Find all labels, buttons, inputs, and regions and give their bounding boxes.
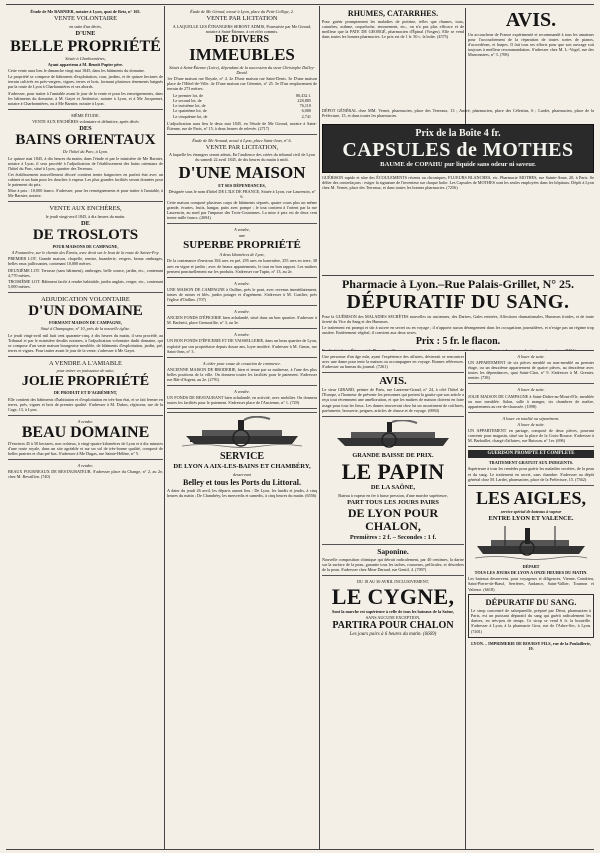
- ad-location: Situés à Saint-Étienne (Loire), dépendant de la succession du sieur Christophe Dalley-David.: [169, 64, 315, 75]
- divider: [167, 277, 317, 278]
- heading: A vendre.: [77, 463, 94, 469]
- pharmacie-line: Pharmacie à Lyon.–Rue Palais-Grillet, N° 25.: [341, 277, 575, 291]
- steamboat-illustration: [475, 524, 587, 562]
- divider: [167, 134, 317, 135]
- divider: [167, 408, 317, 413]
- divider: [322, 544, 464, 545]
- ad-body: UN APPARTEMENT en partage, composé de deux pièces, pouvant convenir pour magasin, situé sur la place de la Croix-Rousse. S'adresser à M. Barbaillet, chargé d'affaires, rue Buisson, n° 1er. (696): [468, 428, 594, 444]
- ad-body: Elle contient des bâtiments d'habitation et d'exploitation en très-bon état, et se fait fermer en terres, prés, vignes et bois de premier qualité. S'adresser à M. Dubos, régisseur, rue de la Cage, 13, à Lyon.: [8, 396, 163, 412]
- route-heading: PART TOUS LES JOURS PAIRS: [347, 498, 439, 506]
- ad-title: BEAU DOMAINE: [21, 423, 150, 441]
- divider: [8, 356, 163, 357]
- ad-subtitle: FORMANT MAISON DE CAMPAGNE,: [48, 320, 123, 326]
- imprint: LYON. – IMPRIMERIE DE BOURSY FILS, rue de la Poulaillerie, 19.: [471, 640, 591, 651]
- route: DE LYON POUR CHALON,: [347, 506, 439, 534]
- service-sub: desservant: [233, 471, 251, 477]
- heading: VENTE PAR LICITATION,: [205, 143, 279, 151]
- capsules-title: CAPSULES de MOTHES: [342, 139, 574, 161]
- heading: VENTE AUX ENCHÈRES,: [49, 205, 122, 213]
- ad-title: BAINS ORIENTAUX: [15, 132, 156, 149]
- divider: [468, 446, 594, 447]
- notice: Étude de Me Arnaud, avoué à Lyon, place Saint-Jean, n° 6.: [192, 137, 292, 143]
- ad-body: Bateau à vapeur en fer à basse pression, d'une marche supérieure,: [338, 492, 448, 498]
- depuratif-box: [468, 594, 594, 638]
- divider: [167, 223, 317, 224]
- route: ENTRE LYON ET VALENCE.: [488, 514, 574, 522]
- column-3-top: [322, 8, 464, 105]
- ad-title: LES AIGLES,: [475, 487, 587, 508]
- ad-body: ANCIENNE MAISON DE BRODERIE, bien et tenue par sa maîtresse, à l'une des plus belles positions de la ville. On donnera toutes les facilités pour le paiement. S'adresser rue Bât-d'Argent, au 2e. (2791): [167, 366, 317, 383]
- column-rule: [164, 6, 165, 849]
- ad-title: RHUMES, CATARRHES.: [347, 9, 439, 18]
- heading: A vendre.: [234, 389, 250, 395]
- guerison-head: GUÉRISON PROMPTE ET COMPLÈTE: [487, 451, 575, 457]
- subheading: pour entrer en jouissance de suite,: [56, 368, 115, 374]
- title-prefix: DES: [79, 125, 92, 133]
- guerison-sub: TRAITEMENT GRATUIT AUX INDIGENTS.: [488, 460, 574, 466]
- column-2: [167, 8, 317, 847]
- divider: [8, 201, 163, 202]
- divider: [322, 575, 464, 576]
- divider: [468, 485, 594, 486]
- ad-subtitle: POUR MAISONS DE CAMPAGNE,: [52, 244, 119, 250]
- ad-title: D'UN DOMAINE: [28, 303, 143, 320]
- ad-title: IMMEUBLES: [189, 44, 295, 64]
- divider: [322, 372, 464, 373]
- guerison-banner: [468, 450, 594, 458]
- ad-body: Les bateaux desservent, pour voyageurs et diligences, Vienne, Condrieu, Saint-Pierre-de-Bœuf, Serrières, Andance, Saint-Vallier, Tournon et Valence. (6618): [468, 576, 594, 592]
- ad-body: La propriété se compose de bâtiments d'exploitation, cour, jardins, et de quinze hectares de terrain cultivés en prés-vergers, vignes, terres et bois, formant plusieurs tènements baignés par la route de Lyon à Charbonnières et ses abords.: [8, 74, 163, 90]
- bottom-rule: [6, 849, 594, 850]
- subheading: en suite d'un décès,: [69, 23, 102, 29]
- divider: [167, 385, 317, 386]
- heading: VENTE PAR LICITATION: [206, 15, 278, 23]
- ad-body: Le jeudi vingt-avril mil huit cent quarante-cinq, à dix heures du matin, il sera procédé, au Tribunal et par le ministère desdits notaires, à l'adjudication volontaire dudit domaine, qui se compose d'un vaste maison bourgeoise meublée, de bâtiments d'exploitation, jardin, pré, terres et vignes. Pour traiter avant le jour de la vente, s'adresser à Me Gayet.: [8, 332, 163, 353]
- notice: Étude de Me BARNIER, notaire à Lyon, quai de Retz, n° 165.: [30, 9, 141, 14]
- ad-body: BEAUX FOURNEAUX DE RESTAURATEUR. S'adresser place du Change, n° 2, au 2e, chez M. Revaillon. (740): [8, 469, 163, 480]
- depuratif-body: Le traitement est prompt et sûr à suivre en secret ou en voyage ; il n'apporte aucun dérangement dans les occupations journalières, et n'exige pas un régime trop austère. Entièrement végétal, il convient aux deux sexes.: [322, 325, 594, 336]
- ad-body: ANCIEN FONDS D'ÉPICERIE bien achalandé, situé dans un bon quartier. S'adresser à M. Bachetti, place Grenouillie, n° 3, au 3e.: [167, 315, 317, 326]
- lot-table: [173, 93, 311, 118]
- column-rule: [465, 352, 466, 849]
- ad-body: Cet établissement nouvellement décoré contient trente baignoires en parfait état avec un cabinet et un bain pour les douches à vapeur. Les plus grandes facilités seront données pour le paiement du prix.: [8, 171, 163, 187]
- divider: [8, 415, 163, 416]
- lot-price: 2,741: [301, 113, 311, 119]
- capsules-ad: [322, 122, 594, 272]
- divider: [167, 328, 317, 329]
- ad-body: UN APPARTEMENT de six pièces meublé ou non-meublé au premier étage, ou un deuxième appartement de quatre pièces, au deuxième avec toutes les dépendances, quai Saint-Clair, n° 9. S'adresser à M. Grenier, rentier. (738): [468, 360, 594, 381]
- depot-line: [322, 107, 594, 121]
- notice: Étude de Me Giroud, avoué à Lyon, place du Petit-Collège, 2.: [190, 9, 294, 14]
- ad-subtitle: ET SES DÉPENDANCES,: [218, 182, 266, 188]
- service-ports: Belley et tous les Ports du Littoral.: [183, 477, 301, 487]
- steamboat-illustration: [333, 420, 453, 450]
- ad-location: De l'hôtel du Parc, à Lyon.: [62, 149, 109, 155]
- ad-body: Le sirop concentré de salsepareille, préparé par Dérot, pharmacien à Paris, est un puissant dépuratif du sang qui guérit radicalement les dartres, en très-peu de temps. Ce sirop se vend 6 fr. la bouteille. S'adresser à Lyon, à la pharmacie Gros, rue de l'Arbre-Sec, à Lyon. (7401): [471, 608, 591, 634]
- divider: [167, 305, 317, 306]
- title-prefix: D'UNE: [75, 29, 96, 37]
- ad-subtitle: service spécial de bateaux à vapeur: [500, 508, 562, 514]
- ad-body: PREMIER LOT. Grande maison, chapelle, remise, buanderie, vergers, beaux ombrages, belles eaux jaillissantes, contenant 10,000 mètres.: [8, 256, 163, 267]
- ad-title: LE PAPIN: [341, 459, 445, 485]
- heading: A louer en totalité ou séparément.: [502, 415, 560, 421]
- ad-body: UNE MAISON DE CAMPAGNE à Oullins, près le pont, avec revenus immédiatement, tomes de ruines et blés, jardin potager et d'agrément. S'adresser à M. Cuzilier, près l'église d'Oullins. (707): [167, 286, 317, 302]
- ad-location: A Fontanière, sur le chemin des Étroits, avec droit sur le bout de la route de Sainte-Foy.: [11, 250, 160, 256]
- depuratif-ad: [322, 275, 594, 351]
- lot-price: 80,432 f.: [295, 93, 311, 99]
- ad-title: Saponine.: [377, 547, 409, 557]
- capsules-price: Prix de la Boîte 4 fr.: [415, 128, 501, 139]
- service-route: DE LYON A AIX-LES-BAINS ET CHAMBÉRY,: [173, 463, 311, 471]
- heading: A vendre.: [234, 280, 250, 286]
- column-4-bottom: [468, 353, 594, 847]
- divider: [8, 109, 163, 110]
- ad-title: DÉPURATIF DU SANG.: [485, 596, 577, 607]
- steamboat-illustration: [182, 416, 302, 450]
- capsules-body: GUÉRISON rapide et sûre des ÉCOULEMENTS récents ou chroniques, FLUEURS BLANCHES, etc. Pharmacie MOTHES, rue Sainte-Anne, 20, à Paris. Se défier des contrefaçons : exiger la signature de l'inventeur sur chaque boîte. Les Capsules de MOTHES sont les seules employées dans les hôpitaux. Dépôt à Lyon chez M. Vernet, place des Terreaux, et dans toutes les bonnes pharmacies. (7256): [322, 175, 594, 191]
- ad-title: D'UNE MAISON: [178, 162, 306, 182]
- title-prefix: DE DIVERS: [214, 33, 270, 45]
- heading: A vendre,: [234, 227, 250, 233]
- ad-body: Une personne d'un âge mûr, ayant l'expérience des affaires, désirerait se rencontrer avec une dame pour tenir la maison ou accompagner en voyage. Bonnes références. S'adresser au bureau du journal. (7261): [322, 354, 464, 370]
- ad-body: S'adresser, pour traiter à l'amiable avant le jour de la vente et pour les renseignements, dans les bâtiments du domaine, à M. Gayet et Ambroise, notaire à Lyon, et à Me Jacquemet, notaire à Charbonnières, ou à Me Barnier, notaire à Lyon.: [8, 90, 163, 106]
- ad-subtitle: Sont la marche est supérieure à celle de tous les bateaux de la Saône,: [332, 609, 454, 615]
- capsules-subtitle: BAUME de COPAHU pur liquide sans odeur ni saveur.: [380, 161, 536, 168]
- ad-subtitle: DE PRODUIT ET D'AGRÉMENT,: [53, 390, 118, 396]
- depuratif-depot: En dépôt à Saint-Étienne, à la Pharmacie Chermezon, rue de la Comédie ; à Vienne, à la pharmacie Tissot, et dans toutes les bonnes pharmacies. (7401): [322, 348, 576, 351]
- lot-row: [173, 114, 311, 119]
- ad-body: Cette vente aura lieu le dimanche vingt mai 1845, dans les bâtiments du domaine.: [8, 68, 145, 74]
- lot-label: Le troisième lot, de: [173, 103, 206, 109]
- subheading: A LAQUELLE LES ÉTRANGERS SERONT ADMIS, Poursuivie par Me Giroud, notaire à Saint-Étienne, à cet effet commis.: [172, 23, 312, 34]
- ad-location: Située à Charbonnières,: [65, 56, 106, 61]
- heading: A vendre.: [77, 418, 94, 424]
- column-rule: [319, 6, 320, 849]
- ad-body: TROISIÈME LOT. Bâtiment facile à rendre habitable, jardin anglais, verger, etc., contenant 5,000 mètres.: [8, 278, 163, 289]
- divider: [8, 292, 163, 293]
- lot-label: Le second lot, de: [173, 98, 202, 104]
- ad-title: BELLE PROPRIÉTÉ: [10, 38, 161, 55]
- ad-body: Le quinze mai 1845, à dix heures du matin, dans l'étude et par le ministère de Me Barnier, notaire à Lyon, il sera procédé à l'adjudication de l'établissement des bains orientaux de l'hôtel du Parc, situé à Lyon, quartier des Terreaux.: [8, 155, 163, 171]
- ad-title: LE CYGNE,: [331, 584, 455, 610]
- column-4-top: [468, 8, 594, 105]
- lot-price: 228,885: [297, 98, 311, 104]
- ad-body: DEUXIÈME LOT. Terrasse (sans bâtiment), ombrages, belle source, jardin, etc., contenant 4,770 mètres.: [8, 267, 163, 278]
- heading: ADJUDICATION VOLONTAIRE: [41, 295, 130, 303]
- fare: Premières : 2 f. – Secondes : 1 f.: [349, 534, 437, 542]
- divider: [167, 357, 317, 358]
- timing: Les jours pairs à 6 heures du matin. (6669): [349, 632, 437, 638]
- subheading: VENTE AUX ENCHÈRES volontaire et définitive, après décès: [32, 118, 139, 124]
- heading: A céder pour cause de cessation de commerce.: [202, 360, 282, 366]
- title-prefix: DE: [81, 219, 90, 227]
- lot-price: 76,110: [299, 103, 311, 109]
- column-3-bottom: [322, 353, 464, 847]
- depuratif-price: Prix : 5 fr. le flacon.: [415, 336, 501, 348]
- ad-title: AVIS.: [505, 9, 557, 31]
- divider: [468, 412, 594, 413]
- depart-time: TOUS LES JOURS DE LYON A ONZE HEURES DU MATIN.: [474, 570, 588, 576]
- route: PARTIRA POUR CHALON: [332, 620, 454, 632]
- ad-location: A deux kilomètres de Lyon,: [219, 252, 265, 258]
- ad-body: Mise à prix : 10,000 francs. S'adresser, pour les renseignements et pour traiter à l'amiable, à Me Barnier, notaire.: [8, 188, 163, 199]
- ad-location: Désignée sous le nom d'hôtel DE L'ILE DE FRANCE, Située à Lyon, rue Laurencin, n° 6.: [168, 188, 316, 199]
- divider: [468, 383, 594, 384]
- top-rule: [6, 4, 594, 5]
- lot-label: Le premier lot, de: [173, 93, 203, 99]
- ad-title: DE TROSLOTS: [32, 227, 139, 244]
- ad-body: 1er D'une maison rue Royale, n° 4. 2e D'une maison rue Saint-Denis. 3e D'une maison place de l'Hôtel-de-Ville. 4e D'une maison rue Gérentet, n° 25. 5e D'un emplacement de terrain de 273 mètres.: [167, 75, 317, 92]
- divider: [8, 459, 163, 460]
- subheading: le jeudi vingt-avril 1845, à dix heures du matin.: [45, 213, 126, 219]
- depuratif-title: DÉPURATIF DU SANG.: [346, 291, 570, 313]
- ad-title: JOLIE PROPRIÉTÉ: [21, 374, 150, 390]
- ad-title: AVIS.: [379, 375, 407, 388]
- heading: A vendre.: [234, 332, 250, 338]
- heading: A louer de suite.: [517, 421, 545, 427]
- ad-body: D'environ 45 à 50 hectares, non coûteux, à vingt-quatre kilomètres de Lyon et à dix minutes d'une route royale, dans un site agréable et sur un sol de très-bonne qualité, composé de belles prairies et d'un pré bas. S'adresser à Me Dugas, rue Sainte-Hélène, n° 5.: [8, 440, 163, 457]
- divider: [322, 416, 464, 417]
- ad-body: Nouvelle composition chimique qui détruit radicalement, par 40 centimes, la dartre sur la surface de la peau, garantie tous les taches, rousseurs, pellicules, et désordres de la peau. S'adresser chez Mme Daraud, rue Gentil, 4. (7097): [322, 556, 464, 573]
- heading: VENTE VOLONTAIRE: [53, 15, 118, 23]
- exception: SANS AUCUNE EXCEPTION,: [365, 615, 421, 621]
- lot-price: 6,000: [301, 108, 311, 114]
- ad-body: Supérieure à tous les remèdes pour guérir les maladies secrètes, de la peau et du sang. Le traitement en secret, sans chambre. S'adresser au dépôt général chez M. Lardet, pharmacien, place de la Préfecture, 15. (7362): [468, 466, 594, 482]
- service-heading: SERVICE: [219, 451, 265, 463]
- ad-body: UN FONDS DE RESTAURANT bien achalandé, en activité, avec mobilier. On donnera toutes les facilités pour le paiement. S'adresser place de l'Ancienne, n° 1. (729): [167, 395, 317, 406]
- dates: DU 18 AU 30 AVRIL INCLUSIVEMENT,: [356, 579, 430, 585]
- ad-subtitle: DE LA SAÔNE,: [370, 484, 416, 492]
- ad-owner: Ayant appartenu à M. Benoît Pupier père.: [47, 62, 124, 68]
- depuratif-intro: Pour la GUÉRISON des MALADIES SECRÈTES nouvelles ou anciennes, des Dartres, Gales rentrées, Affections rhumatismales, Humeurs froides, et de toute âcreté du Vice du Sang et des Humeurs.: [322, 314, 594, 325]
- service-body: A dater du jeudi 26 avril, les départs auront lieu : De Lyon, les lundis et jeudis, à cinq heures du matin ; De Chambéry, les mercredis et samedis, à cinq heures du matin. (6556): [167, 487, 317, 498]
- ad-body: Un accoucheur de France expérimenté et recommandé à tous les amateurs pour l'accouchement de la réparation de toutes sortes de pianos, d'accordéons, et harpes. Il fait tous ses efforts pour que son ouvrage soit toujours à meilleur recommandation. S'adresser chez M. L.-Vogel, rue des Marronniers, n° 3. (708): [468, 32, 594, 58]
- ad-body: Pour guérir promptement les maladies de poitrine, telles que rhumes, toux, catarrhes, asthme, coqueluche, enrouement, etc., on n'a pas plus efficace et de meilleur que la PATE DE GEORGÉ, pharmacien d'Épinal (Vosges). Elle se vend dans toutes les bonnes pharmacies. Le prix est de 1 fr. 50 c. la boîte. (4575): [322, 19, 464, 40]
- ad-location: Situé à Champagne, n° 10, près de la nouvelle église.: [40, 326, 131, 332]
- ad-body: Cette maison composé plusieurs corps de bâtiments séparés, quatre cours plus un même grande, écuries, fruits, hangar, puits avec pompe ; le tout contient à l'orient par la rue Laurencin, au nord par l'impasse des Trois-Couronnes. La mise à prix est de deux cent trente mille francs. (2694): [167, 199, 317, 221]
- subheading: A laquelle les étrangers seront admis, En l'audience des criées du tribunal civil de Lyon du samedi 22 avril 1845, de dix heures du matin à midi.: [169, 152, 315, 163]
- heading: A vendre.: [234, 309, 250, 315]
- heading: MÊME ÉTUDE.: [71, 112, 100, 118]
- column-1: [8, 8, 163, 847]
- ad-body: Le sieur GIRARD, peintre de Paris, rue Lanterne-Grand, n° 24, à côté l'hôtel de l'Europe, a l'honneur de prévenir les personnes qui portent la goutte que son article a reçu tout récemment une amélioration, et que les maîtres de maison doivent en faire usage pour tous les lieux. Les dames trouveront chez lui un assortiment de coiffures, parfumerie, brosserie, peignes, articles de chasse et de voyage. (6984): [322, 387, 464, 413]
- title-prefix: une: [238, 233, 246, 239]
- ad-heading: GRANDE BAISSE DE PRIX.: [352, 451, 434, 459]
- depot-text: DÉPOT GÉNÉRAL chez MM. Vernet, pharmacien, place des Terreaux, 13 ; André, pharmacien, place des Célestins, 6 ; Lardet, pharmacien, place de la Préfecture, 15, et dans toutes les pharmacies.: [322, 108, 594, 119]
- lot-label: Le cinquième lot, de: [173, 113, 208, 119]
- depart-label: DÉPART: [522, 564, 540, 570]
- ad-body: L'adjudication aura lieu le deux mai 1845, en l'étude de Me Giroud, notaire à Saint-Étienne, rue de Paris, n° 15, à deux heures de relevée. (2717): [167, 120, 317, 131]
- heading: A VENDRE A L'AMIABLE: [49, 359, 122, 367]
- ad-body: De la contenance d'environ 384 ares en pré, 295 ares en luzernière, 255 ares en terre, 38 ares en vigne et jardin ; avec de beaux appartements, le tout en bon rapport. Les maîtres pensent ponctuellement sur les produits. S'adresser rue Tupin, n° 13, au 2e.: [167, 258, 317, 274]
- capsules-banner: [322, 124, 594, 173]
- ad-title: SUPERBE PROPRIÉTÉ: [183, 239, 301, 252]
- lot-label: Le quatrième lot, de: [173, 108, 207, 114]
- heading: A louer de suite.: [517, 387, 545, 393]
- ad-body: JOLIE MAISON DE CAMPAGNE à Saint-Didier-au-Mont-d'Or, meublée ou non meublée. Salon, salle à manger, six chambres de maître, appartements au rez-de-chaussée. (1098): [468, 393, 594, 409]
- heading: A louer de suite.: [517, 354, 545, 359]
- ad-body: UN BON FONDS D'ÉPICERIE ET DE VAISSELLERIE, dans un beau quartier de Lyon, exploité par son propriétaire depuis douze ans, loyer modéré. S'adresser à M. Ginon, rue Saint-Jean, n° 3.: [167, 338, 317, 354]
